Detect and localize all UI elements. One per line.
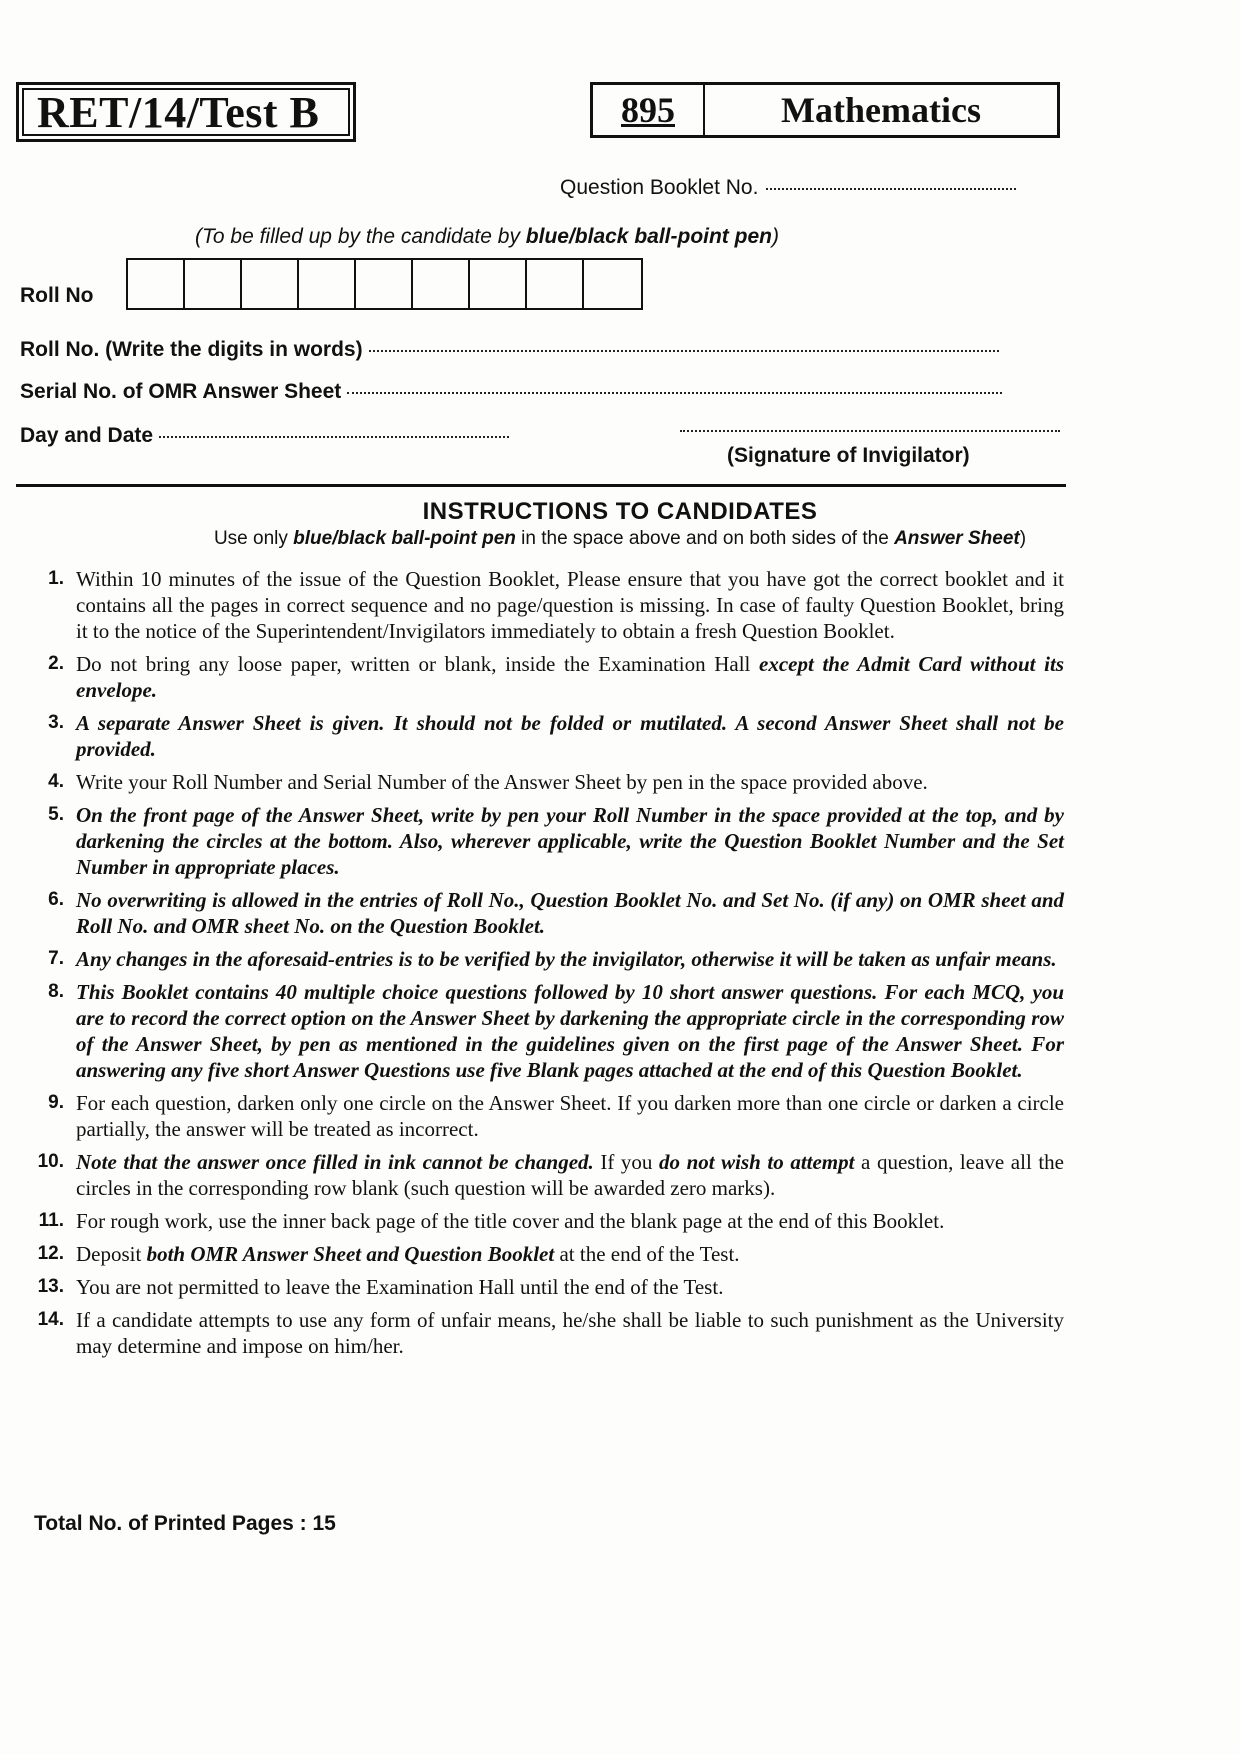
instruction-item [34, 769, 1064, 795]
instruction-number: 6. [48, 889, 64, 910]
instruction-text-part: except the Admit Card without its envelope. [76, 652, 1064, 702]
fill-note-emph: blue/black ball-point pen [525, 225, 772, 248]
instruction-text [76, 1090, 1064, 1142]
roll-digit-cell[interactable] [413, 260, 470, 308]
instruction-text [76, 710, 1064, 762]
instruction-text-part: For each question, darken only one circle on the Answer Sheet. If you darken more than one circle or darken a circle partially, the answer will be treated as incorrect. [76, 1091, 1064, 1141]
instruction-text-part: No overwriting is allowed in the entries of Roll No., Question Booklet No. and Set No. (if any) on OMR sheet and Roll No. and OMR sheet No. on the Question Booklet. [76, 888, 1064, 938]
total-printed-pages: Total No. of Printed Pages : 15 [34, 1512, 336, 1535]
instruction-text [76, 1149, 1064, 1201]
instruction-text-part: do not wish to attempt [659, 1150, 855, 1174]
subject-code: 895 [593, 85, 705, 135]
instruction-text-part: This Booklet contains 40 multiple choice questions followed by 10 short answer questions. For each MCQ, you are to record the correct option on the Answer Sheet by darkening the appropriate circle in the corresponding row of the Answer Sheet, by pen as mentioned in the guidelines given on the first page of the Answer Sheet. For answering any five short Answer Questions use five Blank pages attached at the end of this Question Booklet. [76, 980, 1064, 1082]
roll-number-grid[interactable] [126, 258, 643, 310]
instruction-text-part: Write your Roll Number and Serial Number of the Answer Sheet by pen in the space provided above. [76, 770, 928, 794]
instruction-item [34, 1241, 1064, 1267]
subtitle-prefix: Use only [213, 528, 294, 549]
instruction-number: 3. [48, 712, 64, 733]
subtitle-suffix: ) [1019, 528, 1027, 549]
instruction-text [76, 1208, 1064, 1234]
test-code: RET/14/Test B [37, 87, 320, 137]
subtitle-emph: blue/black ball-point pen [293, 528, 516, 549]
instruction-text-part: On the front page of the Answer Sheet, write by pen your Roll Number in the space provided at the top, and by darkening the circles at the bottom. Also, wherever applicable, write the Question Booklet Number and the Set Number in appropriate places. [76, 803, 1064, 879]
roll-digit-cell[interactable] [470, 260, 527, 308]
instructions-subtitle [0, 528, 1240, 550]
roll-label: Roll No [20, 284, 94, 307]
instruction-text-part: If a candidate attempts to use any form of unfair means, he/she shall be liable to such punishment as the University may determine and impose on him/her. [76, 1308, 1064, 1358]
roll-words-row [20, 338, 999, 362]
instruction-item [34, 1149, 1064, 1201]
roll-digit-cell[interactable] [299, 260, 356, 308]
instruction-text [76, 887, 1064, 939]
day-date-field[interactable] [159, 436, 509, 438]
roll-digit-cell[interactable] [128, 260, 185, 308]
roll-digit-cell[interactable] [527, 260, 584, 308]
fill-note-prefix: (To be filled up by the candidate by [195, 225, 526, 248]
instructions-title: INSTRUCTIONS TO CANDIDATES [422, 498, 818, 525]
instruction-item [34, 946, 1064, 972]
omr-serial-field[interactable] [347, 392, 1002, 394]
instruction-item [34, 651, 1064, 703]
instruction-item [34, 1274, 1064, 1300]
instruction-text-part: at the end of the Test. [554, 1242, 740, 1266]
instruction-item [34, 802, 1064, 880]
instruction-text [76, 1307, 1064, 1359]
omr-serial-label: Serial No. of OMR Answer Sheet [20, 380, 342, 403]
instruction-text [76, 1274, 1064, 1300]
instruction-text-part: Deposit [76, 1242, 147, 1266]
instruction-text [76, 566, 1064, 644]
question-booklet-no [560, 176, 1016, 200]
instruction-text-part: Within 10 minutes of the issue of the Question Booklet, Please ensure that you have got the correct booklet and it contains all the pages in correct sequence and no page/question is missing. In case of faulty Question Booklet, bring it to the notice of the Superintendent/Invigilators immediately to obtain a fresh Question Booklet. [76, 567, 1064, 643]
instruction-number: 11. [38, 1210, 64, 1231]
instruction-number: 10. [37, 1151, 64, 1172]
question-booklet-label: Question Booklet No. [560, 176, 759, 199]
instruction-number: 12. [37, 1243, 64, 1264]
instruction-number: 5. [48, 804, 64, 825]
signature-field[interactable] [680, 430, 1060, 432]
roll-digit-cell[interactable] [242, 260, 299, 308]
question-booklet-field[interactable] [766, 188, 1016, 190]
instruction-number: 14. [37, 1309, 64, 1330]
instruction-number: 7. [48, 948, 64, 969]
instruction-text-part: If you [593, 1150, 659, 1174]
instruction-number: 13. [37, 1276, 64, 1297]
signature-label: (Signature of Invigilator) [727, 444, 970, 467]
instruction-text-part: a question, leave all the circles in the corresponding row blank (such question will be awarded zero marks). [76, 1150, 1065, 1200]
instruction-item [34, 710, 1064, 762]
instruction-text [76, 769, 1064, 795]
instruction-item [34, 1090, 1064, 1142]
roll-digit-cell[interactable] [185, 260, 242, 308]
instruction-number: 1. [48, 568, 64, 589]
instruction-text [76, 1241, 1064, 1267]
roll-digit-cell[interactable] [356, 260, 413, 308]
instruction-number: 2. [48, 653, 64, 674]
instruction-text-part: For rough work, use the inner back page of the title cover and the blank page at the end of this Booklet. [76, 1209, 945, 1233]
instruction-text-part: both OMR Answer Sheet and Question Booklet [146, 1242, 555, 1266]
instruction-text [76, 946, 1064, 972]
instruction-number: 8. [48, 981, 64, 1002]
subtitle-middle: in the space above and on both sides of the [515, 528, 895, 549]
subject-name: Mathematics [781, 90, 981, 130]
instruction-item [34, 1208, 1064, 1234]
instructions-list [34, 566, 1064, 1366]
subtitle-emph-2: Answer Sheet [894, 528, 1020, 549]
instruction-number: 9. [48, 1092, 64, 1113]
instruction-text-part: Note that the answer once filled in ink cannot be changed. [76, 1150, 594, 1174]
day-date-row [20, 424, 509, 448]
omr-serial-row [20, 380, 1002, 404]
fill-note [195, 225, 779, 249]
instruction-item [34, 566, 1064, 644]
day-date-label: Day and Date [20, 424, 154, 447]
instruction-text [76, 802, 1064, 880]
roll-digit-cell[interactable] [584, 260, 641, 308]
instruction-item [34, 1307, 1064, 1359]
roll-words-field[interactable] [369, 350, 999, 352]
instruction-text [76, 979, 1064, 1083]
instruction-item [34, 887, 1064, 939]
subject-box [590, 82, 1060, 138]
instruction-text-part: Do not bring any loose paper, written or blank, inside the Examination Hall [76, 652, 760, 676]
roll-words-label: Roll No. (Write the digits in words) [20, 338, 363, 361]
instruction-text-part: Any changes in the aforesaid-entries is to be verified by the invigilator, otherwise it will be taken as unfair means. [76, 947, 1057, 971]
divider [16, 484, 1066, 487]
instruction-text-part: A separate Answer Sheet is given. It should not be folded or mutilated. A second Answer Sheet shall not be provided. [76, 711, 1064, 761]
instruction-item [34, 979, 1064, 1083]
instruction-text-part: You are not permitted to leave the Examination Hall until the end of the Test. [76, 1275, 724, 1299]
instruction-number: 4. [48, 771, 64, 792]
instruction-text [76, 651, 1064, 703]
test-code-box [16, 82, 356, 142]
fill-note-suffix: ) [771, 225, 779, 248]
